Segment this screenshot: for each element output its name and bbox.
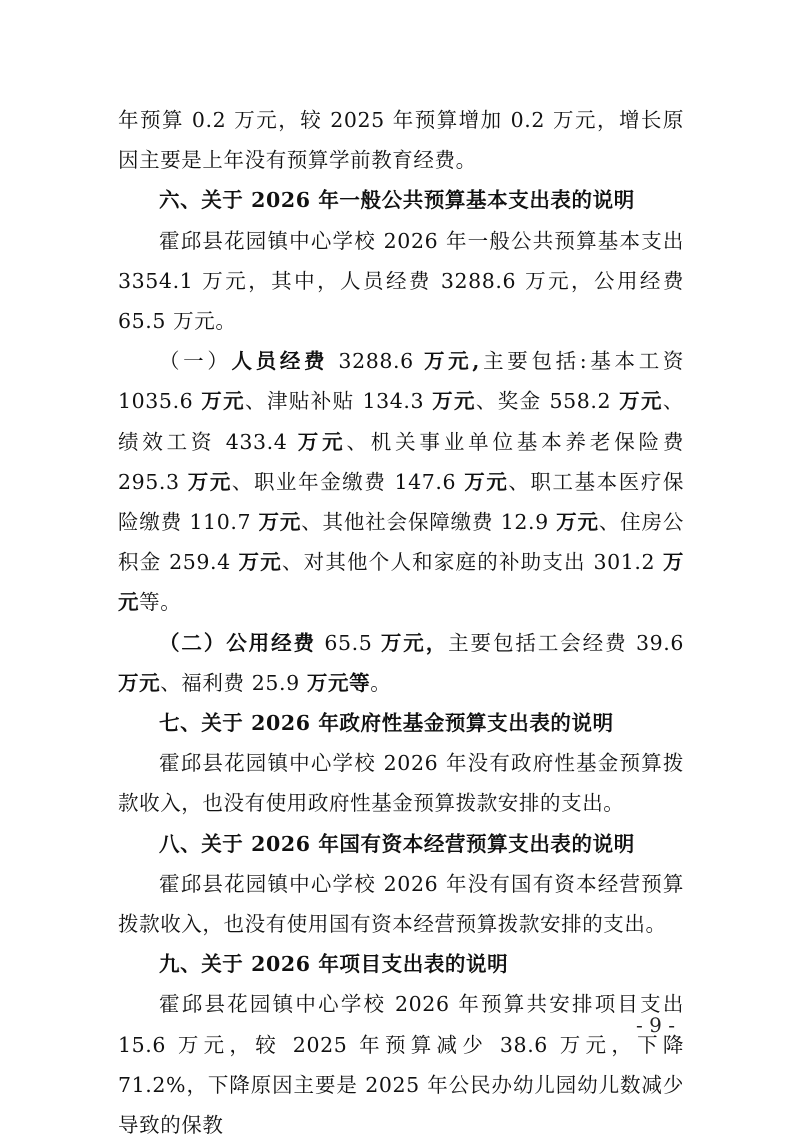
bold-text: 万元 (556, 510, 599, 535)
body-paragraph: 霍邱县花园镇中心学校 2026 年预算共安排项目支出 15.6 万元，较 2025 年预算减少 38.6 万元，下降 71.2%，下降原因主要是 2025 年公民办幼儿园幼儿数减少导致的保教 (118, 992, 684, 1138)
bold-text: 万元, (423, 349, 481, 374)
bold-text: 万元 (238, 550, 282, 575)
bold-text: 万元 (187, 469, 232, 494)
text-run: （一） (159, 349, 232, 374)
bold-text: 万元 (258, 510, 302, 535)
text-run: 、绩效工资 433.4 (118, 389, 684, 454)
text-run: 。 (370, 670, 392, 695)
text-run: 等。 (139, 590, 182, 615)
bold-text: 万元 (619, 389, 663, 414)
section-heading: 九、关于 2026 年项目支出表的说明 (159, 952, 509, 977)
text-run: 主要包括:基本工资 1035.6 (118, 349, 685, 414)
section-heading: 六、关于 2026 年一般公共预算基本支出表的说明 (159, 188, 635, 213)
body-paragraph (118, 341, 684, 622)
text-run: 3288.6 (328, 349, 424, 374)
text-run: 、住房公积金 259.4 (118, 510, 684, 575)
bold-text: 万元 (118, 550, 684, 615)
bold-text: 万元等 (306, 670, 371, 695)
body-paragraph: 霍邱县花园镇中心学校 2026 年没有政府性基金预算拨款收入，也没有使用政府性基金预算拨款安排的支出。 (118, 751, 684, 816)
text-run: 、福利费 25.9 (160, 670, 307, 695)
document-body (118, 100, 684, 1145)
body-paragraph (118, 623, 684, 703)
section-heading: 七、关于 2026 年政府性基金预算支出表的说明 (159, 711, 614, 736)
section-heading: 八、关于 2026 年国有资本经营预算支出表的说明 (159, 831, 635, 856)
bold-text: 人员经费 (231, 349, 329, 374)
bold-text: 万元， (380, 630, 449, 655)
bold-text: 万元 (118, 670, 161, 695)
text-run: 、津贴补贴 134.3 (245, 389, 433, 414)
body-paragraph: 年预算 0.2 万元，较 2025 年预算增加 0.2 万元，增长原因主要是上年没有预算学前教育经费。 (118, 108, 684, 173)
bold-text: 万元 (201, 389, 246, 414)
body-paragraph: 霍邱县花园镇中心学校 2026 年一般公共预算基本支出 3354.1 万元，其中，人员经费 3288.6 万元，公用经费 65.5 万元。 (118, 228, 684, 334)
text-run: 、奖金 558.2 (475, 389, 620, 414)
text-run: 、其他社会保障缴费 12.9 (301, 510, 557, 535)
text-run: 65.5 (315, 630, 381, 655)
bold-text: 万元 (432, 389, 476, 414)
text-run: 主要包括工会经费 39.6 (448, 630, 684, 655)
text-run: 、职工基本医疗保险缴费 110.7 (118, 469, 684, 535)
bold-text: 万元 (297, 429, 347, 454)
text-run: 、机关事业单位基本养老保险费 295.3 (118, 429, 685, 494)
bold-text: 万元 (464, 469, 509, 494)
page-number: - 9 - (636, 1013, 675, 1037)
text-run: 、对其他个人和家庭的补助支出 301.2 (281, 550, 663, 575)
body-paragraph: 霍邱县花园镇中心学校 2026 年没有国有资本经营预算拨款收入，也没有使用国有资本经营预算拨款安排的支出。 (118, 871, 684, 937)
bold-text: （二）公用经费 (159, 630, 316, 655)
text-run: 、职业年金缴费 147.6 (231, 469, 465, 494)
